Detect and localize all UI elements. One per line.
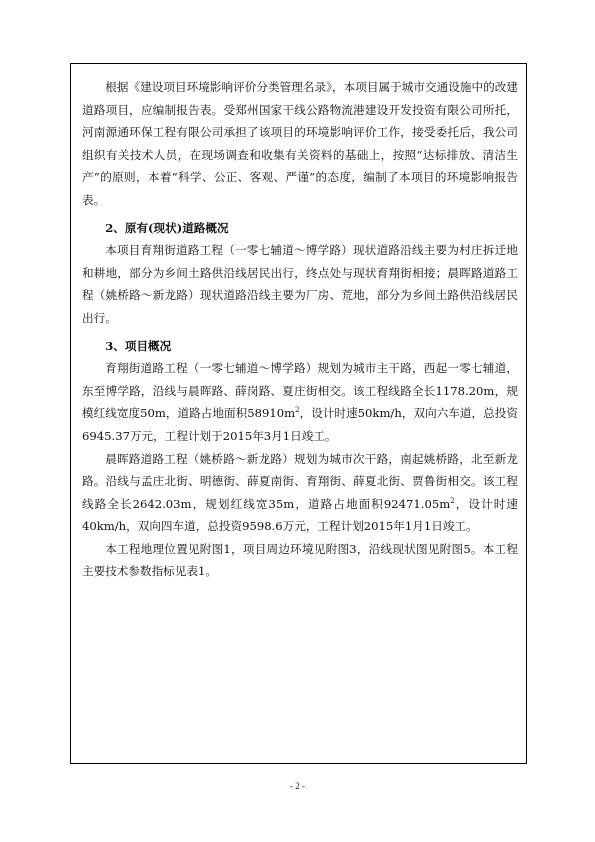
section-heading-existing-roads: 2、原有(现状)道路概况 [105, 220, 229, 235]
chenhui-superscript: 2 [450, 496, 455, 505]
existing-roads-paragraph: 本项目育翔街道路工程（一零七辅道～博学路）现状道路沿线主要为村庄拆迁地和耕地，部分为乡间土路供沿线居民出行，终点处与现状育翔街相接；晨晖路道路工程（姚桥路～新龙路）现状道路沿线主要为厂房、荒地，部分为乡间土路供沿线居民出行。 [82, 243, 518, 325]
yuxiang-text-part2: ，设计时速50km/h，双向六车道，总投资6945.37万元，工程计划于2015年3月1日竣工。 [82, 406, 518, 443]
chenhui-road-paragraph [82, 448, 518, 538]
chenhui-text-part1: 晨晖路道路工程（姚桥路～新龙路）规划为城市次干路，南起姚桥路，北至新龙路。沿线与孟庄北街、明德街、薛夏南街、育翔街、薛夏北街、贾鲁街相交。该工程线路全长2642.03m，规划红线宽35m，道路占地面积92471.05m [82, 451, 518, 511]
page-number: - 2 - [290, 781, 305, 791]
section-heading-project-overview: 3、项目概况 [105, 338, 172, 353]
yuxiang-street-paragraph [82, 357, 518, 447]
yuxiang-superscript: 2 [295, 406, 300, 415]
document-body [82, 76, 518, 583]
closing-paragraph: 本工程地理位置见附图1，项目周边环境见附图3，沿线现状图见附图5。本工程主要技术参数指标见表1。 [82, 541, 518, 579]
intro-paragraph: 根据《建设项目环境影响评价分类管理名录》，本项目属于城市交通设施中的改建道路项目，应编制报告表。受郑州国家干线公路物流港建设开发投资有限公司所托，河南源通环保工程有限公司承担了该项目的环境影响评价工作，接受委托后，我公司组织有关技术人员，在现场调查和收集有关资料的基础上，按照“达标排放、清洁生产”的原则，本着“科学、公正、客观、严谨”的态度，编制了本项目的环境影响报告表。 [82, 80, 518, 207]
yuxiang-text-part1: 育翔街道路工程（一零七辅道～博学路）规划为城市主干路，西起一零七辅道，东至博学路，沿线与晨晖路、薛岗路、夏庄街相交。该工程线路全长1178.20m，规模红线宽度50m，道路占地面积58910m [82, 361, 518, 421]
chenhui-text-part2: ，设计时速40km/h，双向四车道，总投资9598.6万元，工程计划2015年1月1日竣工。 [82, 496, 518, 534]
